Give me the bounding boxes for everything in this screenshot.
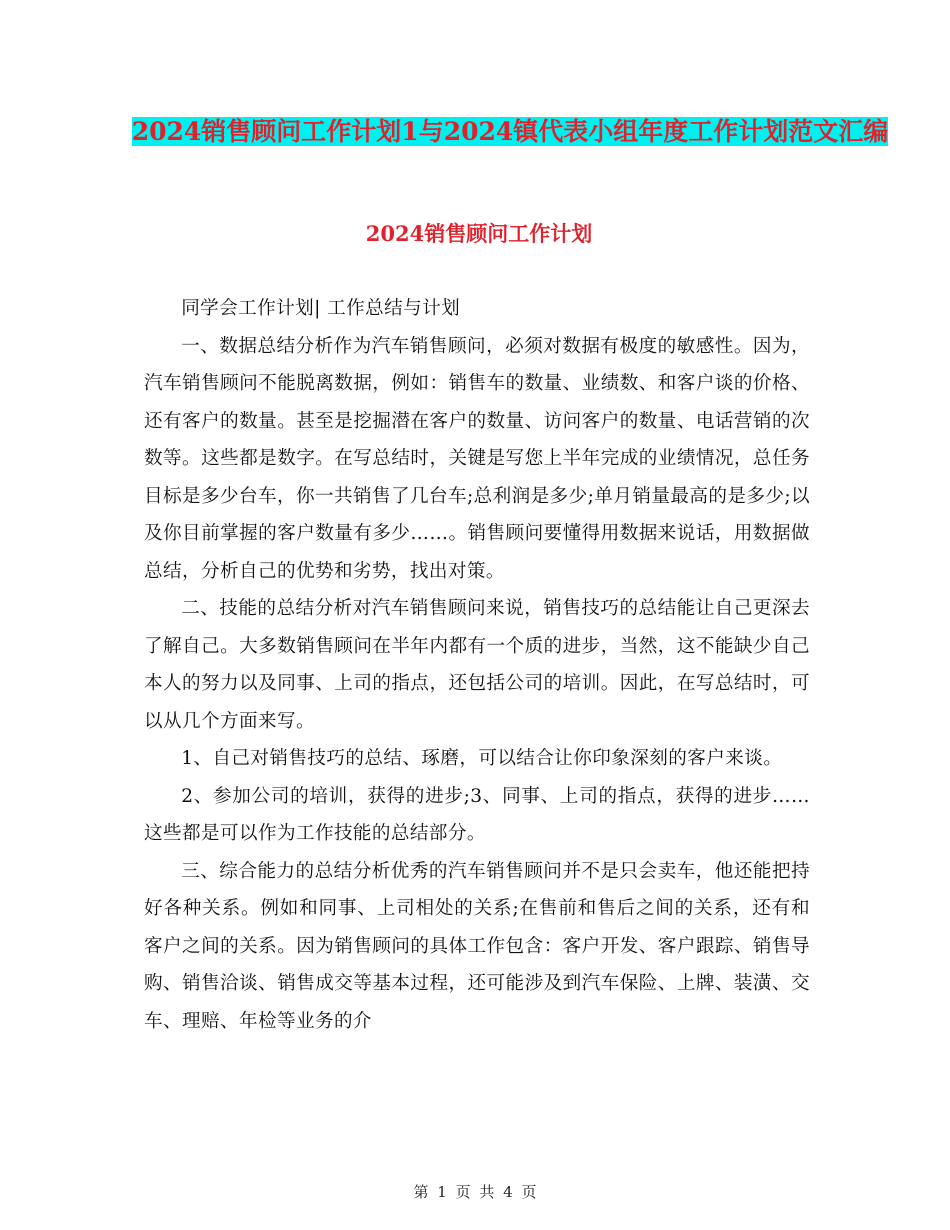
document-title bbox=[120, 108, 900, 156]
document-title-text: 2024销售顾问工作计划1与2024镇代表小组年度工作计划范文汇编 bbox=[131, 117, 889, 146]
paragraph-point-2: 2、参加公司的培训，获得的进步;3、同事、上司的指点，获得的进步……这些都是可以作为工作技能的总结部分。 bbox=[144, 785, 810, 844]
paragraph-overall-ability: 三、综合能力的总结分析优秀的汽车销售顾问并不是只会卖车，他还能把持好各种关系。例如和同事、上司相处的关系;在售前和售后之间的关系，还有和客户之间的关系。因为销售顾问的具体工作包含：客户开发、客户跟踪、销售导购、销售洽谈、销售成交等基本过程，还可能涉及到汽车保险、上牌、装潢、交车、理赔、年检等业务的介 bbox=[144, 860, 810, 1032]
paragraph-data-analysis: 一、数据总结分析作为汽车销售顾问，必须对数据有极度的敏感性。因为，汽车销售顾问不能脱离数据，例如：销售车的数量、业绩数、和客户谈的价格、还有客户的数量。甚至是挖掘潜在客户的数量、访问客户的数量、电话营销的次数等。这些都是数字。在写总结时，关键是写您上半年完成的业绩情况，总任务目标是多少台车，你一共销售了几台车;总利润是多少;单月销量最高的是多少;以及你目前掌握的客户数量有多少……。销售顾问要懂得用数据来说话，用数据做总结，分析自己的优势和劣势，找出对策。 bbox=[144, 335, 810, 582]
page-footer: 第 1 页 共 4 页 bbox=[413, 1183, 537, 1201]
document-body bbox=[144, 290, 810, 1040]
paragraph-subtitle: 同学会工作计划| 工作总结与计划 bbox=[181, 298, 461, 319]
section-heading: 2024销售顾问工作计划 bbox=[365, 221, 593, 246]
paragraph-skills-analysis: 二、技能的总结分析对汽车销售顾问来说，销售技巧的总结能让自己更深去了解自己。大多数销售顾问在半年内都有一个质的进步，当然，这不能缺少自己本人的努力以及同事、上司的指点，还包括公司的培训。因此，在写总结时，可以从几个方面来写。 bbox=[144, 598, 810, 732]
paragraph-point-1: 1、自己对销售技巧的总结、琢磨，可以结合让你印象深刻的客户来谈。 bbox=[181, 748, 783, 769]
